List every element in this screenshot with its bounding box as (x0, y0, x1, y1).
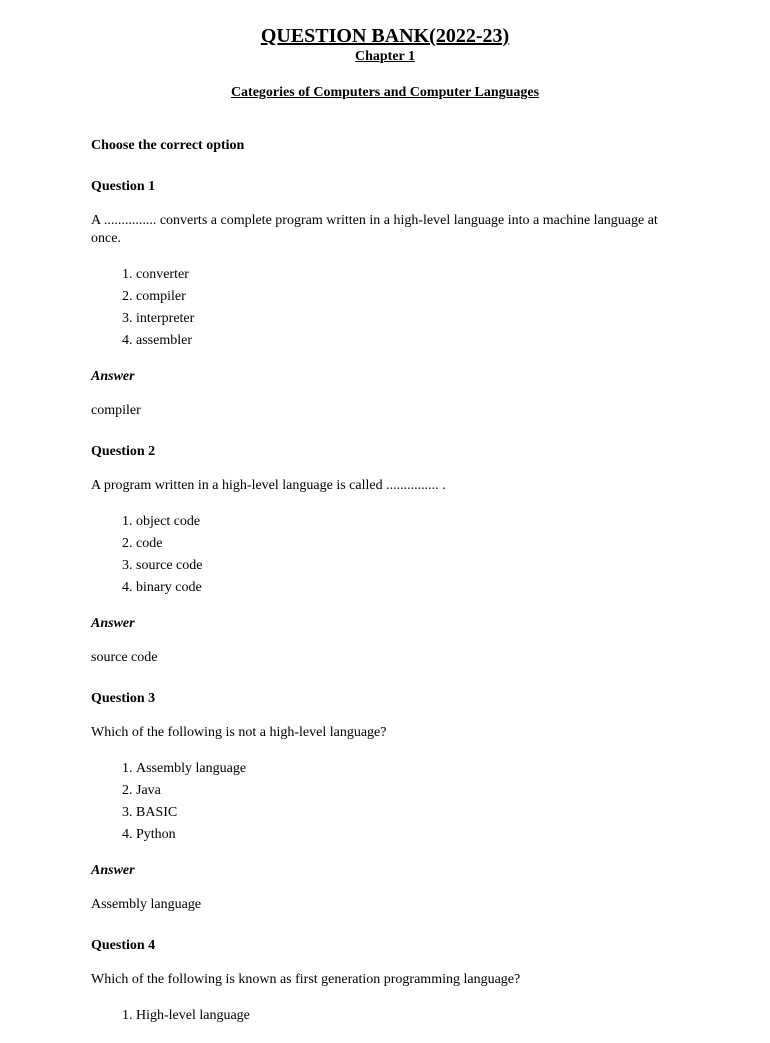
question-block (91, 937, 671, 1027)
option-item: 3. source code (136, 555, 671, 577)
question-text: Which of the following is not a high-level language? (91, 725, 387, 740)
option-item: 2. compiler (136, 286, 671, 308)
option-item: 4. assembler (136, 330, 671, 352)
question-block (91, 443, 671, 667)
question-text: Which of the following is known as first generation programming language? (91, 972, 521, 987)
answer-text: compiler (91, 403, 141, 418)
option-item: 1. object code (136, 511, 671, 533)
chapter-heading: Chapter 1 (354, 49, 416, 64)
page-title: QUESTION BANK(2022-23) (260, 25, 510, 47)
option-item: 1. Assembly language (136, 758, 671, 780)
question-heading: Question 2 (91, 444, 156, 459)
option-item: 2. Java (136, 780, 671, 802)
option-item: 3. interpreter (136, 308, 671, 330)
answer-label: Answer (91, 369, 135, 384)
option-list (91, 758, 671, 846)
option-item: 3. BASIC (136, 802, 671, 824)
answer-label: Answer (91, 616, 135, 631)
option-item: 1. converter (136, 264, 671, 286)
chapter-subtitle: Categories of Computers and Computer Languages (230, 85, 540, 100)
section-instruction: Choose the correct option (91, 138, 245, 153)
answer-text: Assembly language (91, 897, 202, 912)
answer-label: Answer (91, 863, 135, 878)
option-item: 4. binary code (136, 577, 671, 599)
question-heading: Question 1 (91, 179, 156, 194)
question-content (91, 137, 671, 1043)
option-item: 4. Python (136, 824, 671, 846)
question-heading: Question 4 (91, 938, 156, 953)
question-text: A program written in a high-level language is called ............... . (91, 478, 446, 493)
question-text: A ............... converts a complete program written in a high-level language into a machine language at once. (91, 213, 658, 246)
answer-text: source code (91, 650, 158, 665)
question-heading: Question 3 (91, 691, 156, 706)
option-list (91, 264, 671, 352)
question-block (91, 690, 671, 914)
option-list (91, 511, 671, 599)
option-item: 2. code (136, 533, 671, 555)
question-block (91, 178, 671, 420)
option-item: 1. High-level language (136, 1005, 671, 1027)
